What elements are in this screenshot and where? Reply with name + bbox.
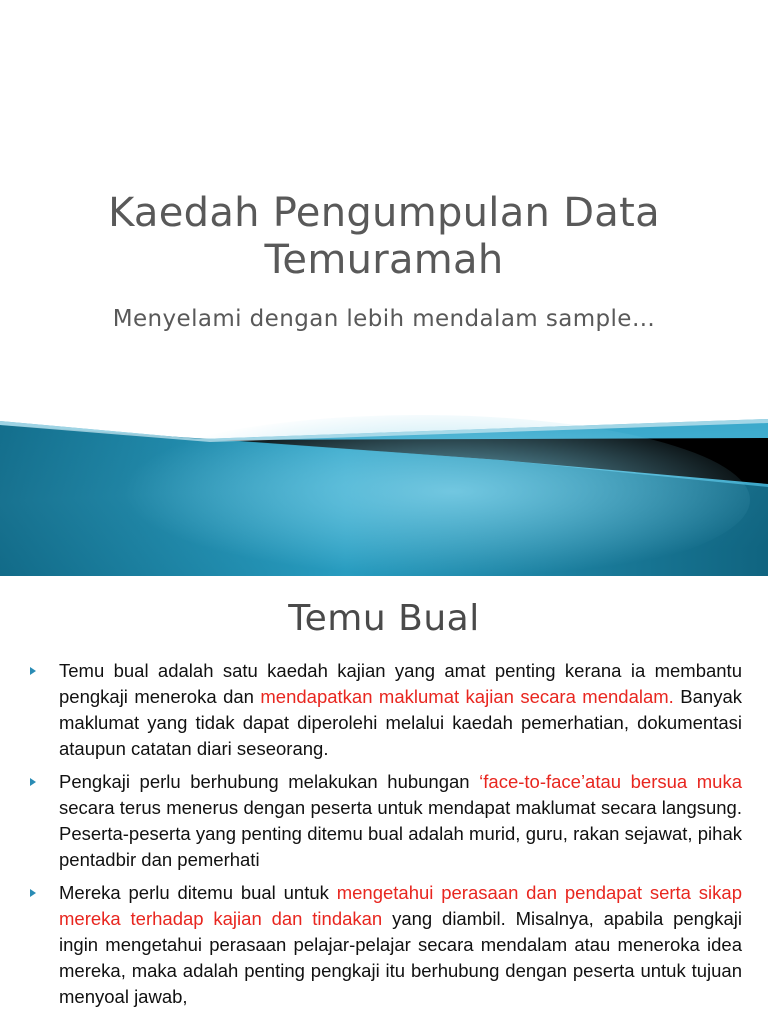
bullet-item: Pengkaji perlu berhubung melakukan hubungan ‘face-to-face’atau bersua muka secara terus menerus dengan peserta untuk mendapat maklumat secara langsung. Peserta-peserta yang penting ditemu bual adalah murid, guru, rakan sejawat, pihak pentadbir dan pemerhati [30, 769, 742, 873]
bullet-list [30, 658, 742, 1017]
highlight-text: mendapatkan maklumat kajian secara mendalam. [260, 686, 674, 707]
bullet-item: Temu bual adalah satu kaedah kajian yang amat penting kerana ia membantu pengkaji meneroka dan mendapatkan maklumat kajian secara mendalam. Banyak maklumat yang tidak dapat diperolehi melalui kaedah pemerhatian, dokumentasi ataupun catatan diari seseorang. [30, 658, 742, 762]
content-heading: Temu Bual [288, 598, 480, 639]
decorative-wave-band [0, 405, 768, 576]
bullet-item: Mereka perlu ditemu bual untuk mengetahui perasaan dan pendapat serta sikap mereka terhadap kajian dan tindakan yang diambil. Misalnya, apabila pengkaji ingin mengetahui perasaan pelajar-pelajar secara mendalam atau meneroka idea mereka, maka adalah penting pengkaji itu berhubung dengan peserta untuk tujuan menyoal jawab, [30, 880, 742, 1010]
slide-subtitle: Menyelami dengan lebih mendalam sample… [112, 306, 656, 332]
slide-title [0, 190, 768, 284]
slide-title-line1: Kaedah Pengumpulan Data [108, 190, 660, 236]
bullet-arrow-icon [30, 889, 36, 897]
highlight-text: ‘face-to-face’atau bersua muka [479, 771, 742, 792]
bullet-arrow-icon [30, 667, 36, 675]
highlight-text: mengetahui perasaan dan pendapat serta sikap mereka terhadap kajian dan tindakan [59, 882, 742, 929]
content-slide [0, 576, 768, 1024]
bullet-arrow-icon [30, 778, 36, 786]
slide-title-line2: Temuramah [264, 237, 504, 283]
